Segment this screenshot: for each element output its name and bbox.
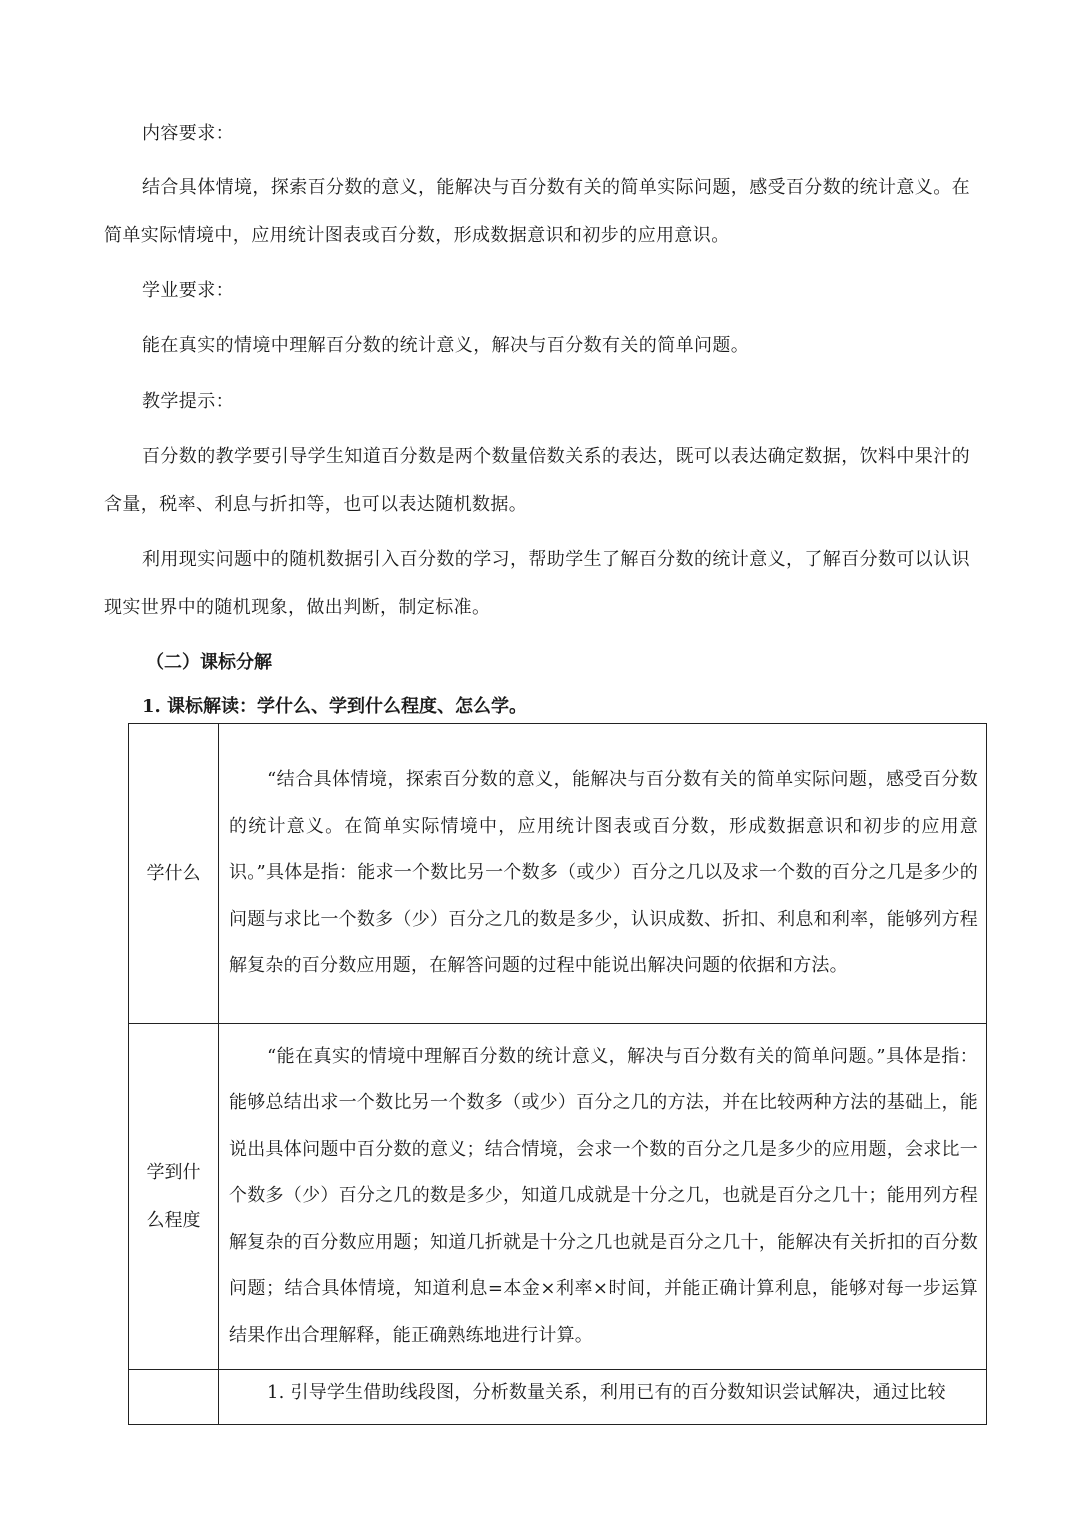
table-row xyxy=(129,724,987,1024)
table-row xyxy=(129,1370,987,1425)
teaching-tip-text-2: 利用现实问题中的随机数据引入百分数的学习，帮助学生了解百分数的统计意义，了解百分数可以认识现实世界中的随机现象，做出判断，制定标准。 xyxy=(104,549,970,618)
row-content: 1. 引导学生借助线段图，分析数量关系，利用已有的百分数知识尝试解决，通过比较 xyxy=(219,1370,987,1425)
table-row xyxy=(129,1024,987,1370)
teaching-tip-title: 教学提示： xyxy=(142,391,234,412)
section-heading: （二）课标分解 xyxy=(146,652,272,673)
content-requirement-text: 结合具体情境，探索百分数的意义，能解决与百分数有关的简单实际问题，感受百分数的统计意义。在简单实际情境中，应用统计图表或百分数，形成数据意识和初步的应用意识。 xyxy=(104,177,970,246)
row-content: “能在真实的情境中理解百分数的统计意义，解决与百分数有关的简单问题。”具体是指：能够总结出求一个数比另一个数多（或少）百分之几的方法，并在比较两种方法的基础上，能说出具体问题中百分数的意义；结合情境，会求一个数的百分之几是多少的应用题，会求比一个数多（少）百分之几的数是多少，知道几成就是十分之几，也就是百分之几十；能用列方程解复杂的百分数应用题；知道几折就是十分之几也就是百分之几十，能解决有关折扣的百分数问题；结合具体情境，知道利息=本金×利率×时间，并能正确计算利息，能够对每一步运算结果作出合理解释，能正确熟练地进行计算。 xyxy=(219,1024,987,1370)
row-label: 学到什么程度 xyxy=(129,1024,219,1370)
curriculum-table xyxy=(128,723,987,1425)
content-requirement-title: 内容要求： xyxy=(142,123,234,144)
academic-requirement-text: 能在真实的情境中理解百分数的统计意义，解决与百分数有关的简单问题。 xyxy=(142,335,750,356)
teaching-tip-text-1: 百分数的教学要引导学生知道百分数是两个数量倍数关系的表达，既可以表达确定数据，饮料中果汁的含量，税率、利息与折扣等，也可以表达随机数据。 xyxy=(104,446,970,515)
row-content: “结合具体情境，探索百分数的意义，能解决与百分数有关的简单实际问题，感受百分数的统计意义。在简单实际情境中，应用统计图表或百分数，形成数据意识和初步的应用意识。”具体是指：能求一个数比另一个数多（或少）百分之几以及求一个数的百分之几是多少的问题与求比一个数多（少）百分之几的数是多少，认识成数、折扣、利息和利率，能够列方程解复杂的百分数应用题，在解答问题的过程中能说出解决问题的依据和方法。 xyxy=(219,724,987,1024)
academic-requirement-title: 学业要求： xyxy=(142,280,234,301)
row-label xyxy=(129,1370,219,1425)
subsection-heading: 1. 课标解读：学什么、学到什么程度、怎么学。 xyxy=(142,696,528,717)
row-label: 学什么 xyxy=(129,724,219,1024)
